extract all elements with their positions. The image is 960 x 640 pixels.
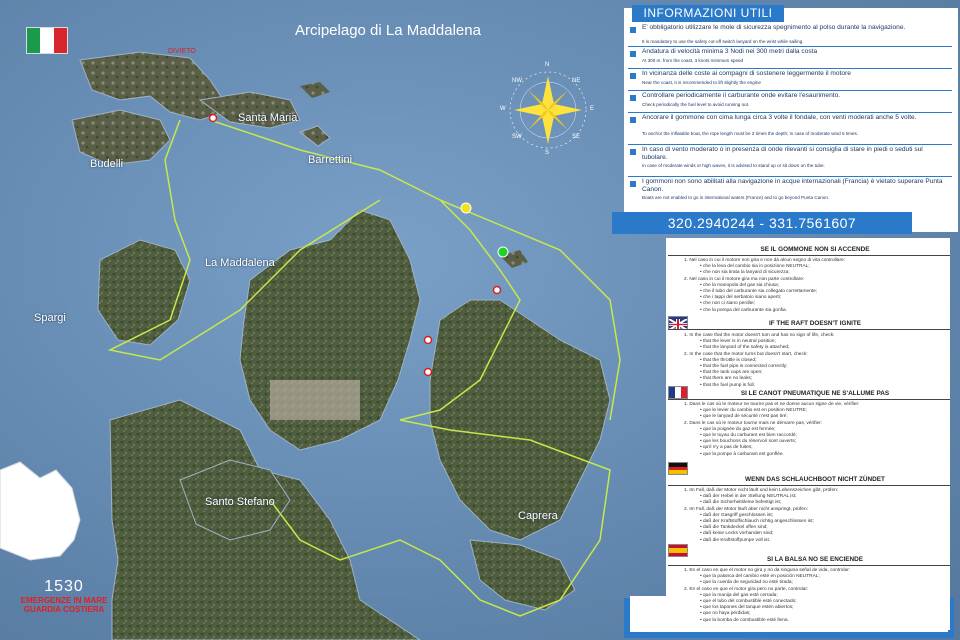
label-santa-maria: Santa Maria xyxy=(238,112,298,124)
no-entry-sign-2 xyxy=(425,337,432,344)
uk-flag-icon xyxy=(668,316,688,329)
help-item: • que la pompe à carburant est gonflée. xyxy=(700,451,784,457)
compass-nw: NW xyxy=(512,78,522,84)
help-item: • che la pompa del carburante sia gonfia. xyxy=(700,307,788,313)
info-row-it: In caso di vento moderato o in presenza di onde rilevanti si consiglia di stare in piedi o seduti sul tubolare. xyxy=(642,146,923,161)
town-area xyxy=(270,380,360,420)
help-item: • daß der Gasgriff geschlossen ist; xyxy=(700,512,774,518)
help-item: 2. En el caso en que el motor gira pero no parte, controlar: xyxy=(684,586,809,592)
info-row-en: At 300 m. from the coast, 3 knots minimum speed xyxy=(642,58,744,63)
help-item: • daß der Kraftstoffschlauch richtig angeschlossen ist; xyxy=(700,519,814,524)
help-item: 1. In the case that the motor doesn't turn and has no sign of life, check: xyxy=(684,333,835,338)
divider xyxy=(668,329,950,330)
help-item: • daß keine Lecks vorhanden sind; xyxy=(700,531,774,537)
bullet-icon xyxy=(630,73,636,79)
help-item: • que la bomba de combustible esté llena. xyxy=(700,617,789,623)
help-item: • che i tappi del serbatoio siano aperti; xyxy=(700,295,782,301)
help-item: 2. Nel caso in cui il motore gira ma non parte controllare: xyxy=(684,276,805,282)
bullet-icon xyxy=(630,117,636,123)
help-item: 1. En el caso en que el motor no gira y no da ninguna señal de vida, controlar: xyxy=(684,568,851,573)
divider xyxy=(668,485,950,486)
info-row xyxy=(628,146,952,177)
help-item: • que le lanyard de sécurité n'est pas tiré; xyxy=(700,414,788,420)
help-item: • que el tubo del combustible esté conectado; xyxy=(700,599,797,604)
bullet-icon xyxy=(630,181,636,187)
help-item: • que le tuyau du carburant est bien raccordé; xyxy=(700,433,797,438)
help-item: • que los tapones del tanque estén abiertos; xyxy=(700,605,794,611)
label-budelli: Budelli xyxy=(90,158,124,170)
compass-sw: SW xyxy=(512,134,522,140)
info-row-en: Check periodically the fuel level to avoid running out. xyxy=(642,102,750,107)
help-item: 1. Nel caso in cui il motore non gira e non dà alcun segno di vita controllare: xyxy=(684,258,846,263)
help-item: 1. Im Fall, daß der Motor nicht läuft und kein Lebenszeichen gibt, prüfen: xyxy=(684,488,839,493)
info-row xyxy=(628,48,952,69)
divieto-label: DIVIETO xyxy=(168,48,196,55)
compass-n: N xyxy=(545,62,550,68)
info-row xyxy=(628,92,952,113)
germany-flag-icon xyxy=(668,462,688,475)
section-title-it: SE IL GOMMONE NON SI ACCENDE xyxy=(760,246,870,253)
help-item: • che la leva del cambio sia in posizione NEUTRAL; xyxy=(700,264,810,270)
bullet-icon xyxy=(630,149,636,155)
info-row-en: Boats are not enabled to go in international waters (France) and to go beyond Punta Canon. xyxy=(642,195,830,200)
divider xyxy=(668,565,950,566)
help-item: • che il tubo del carburante sia collegato correttamente; xyxy=(700,289,818,294)
help-item: • che non sia tirata la lanyard di sicurezza; xyxy=(700,270,790,276)
help-item: • que les bouchons du réservoir sont ouverts; xyxy=(700,439,797,445)
info-row-it: In vicinanza delle coste ai compagni di sostenere leggermente il motore xyxy=(642,70,851,77)
no-entry-sign-3 xyxy=(425,369,432,376)
info-row-it: I gommoni non sono abilitati alla navigazione in acque internazionali (Francia) è vietato superare Punta Canon. xyxy=(642,178,943,193)
info-row-en: Near the coast, it is recommended to lift slightly the engine xyxy=(642,80,761,85)
help-item: • that the tank caps are open; xyxy=(700,370,763,376)
label-caprera: Caprera xyxy=(518,510,558,522)
italy-flag xyxy=(26,27,68,54)
info-row-en: It is mandatory to use the safety cut-off switch lanyard on the wrist while sailing. xyxy=(642,39,804,44)
help-item: • que la palanca del cambio esté en posición NEUTRAL; xyxy=(700,574,820,580)
help-item: 2. Dans le cas où le moteur tourne mais ne démarre pas, vérifier: xyxy=(684,420,823,426)
compass-w: W xyxy=(500,106,506,112)
bullet-icon xyxy=(630,95,636,101)
help-item: • that the throttle is closed; xyxy=(700,357,757,363)
label-santo-stefano: Santo Stefano xyxy=(205,496,275,508)
info-row-it: Controllare periodicamente il carburante onde evitare l'esaurimento. xyxy=(642,92,841,99)
help-item: 2. In the case that the motor turns but doesn't start, check: xyxy=(684,351,808,357)
info-row xyxy=(628,70,952,91)
yellow-marker xyxy=(461,203,471,213)
help-item: • qu'il n'y a pas de fuites; xyxy=(700,445,753,451)
help-item: • que la cuerda de seguridad no esté tirada; xyxy=(700,580,793,586)
help-item: • daß die Kraftstoffpumpe voll ist. xyxy=(700,537,771,543)
label-barrettini: Barrettini xyxy=(308,154,353,166)
section-title-es: SI LA BALSA NO SE ENCIENDE xyxy=(766,556,864,563)
help-item: • que le levier du cambio est en position NEUTRE; xyxy=(700,408,807,414)
no-entry-sign-4 xyxy=(210,115,217,122)
help-item: • que no haya pérdidas; xyxy=(700,611,751,617)
help-item: • that the lanyard of the safety is attached; xyxy=(700,345,790,351)
divider xyxy=(668,399,950,400)
help-item: • that the fuel pump is full. xyxy=(700,382,756,388)
section-title-de: WENN DAS SCHLAUCHBOOT NICHT ZÜNDET xyxy=(745,476,885,483)
info-row xyxy=(628,24,952,47)
help-item: • daß der Hebel in der Stellung NEUTRAL ist; xyxy=(700,494,797,500)
section-title-en: IF THE RAFT DOESN'T IGNITE xyxy=(768,320,862,327)
phone-numbers: 320.2940244 - 331.7561607 xyxy=(612,212,912,234)
info-header: INFORMAZIONI UTILI xyxy=(632,5,784,22)
bullet-icon xyxy=(630,27,636,33)
label-la-maddalena: La Maddalena xyxy=(205,257,275,269)
section-title-fr: SI LE CANOT PNEUMATIQUE NE S'ALLUME PAS xyxy=(740,390,890,397)
info-row-en: To anchor the inflatable boat, the rope length must be 3 times the depth; in case of moderate wind 5 times. xyxy=(642,131,859,136)
map-title: Arcipelago di La Maddalena xyxy=(295,22,481,39)
help-item: • che non ci siano perdite; xyxy=(700,301,756,307)
info-row xyxy=(628,114,952,145)
info-row-it: Andatura di velocità minima 3 Nodi nei 300 metri dalla costa xyxy=(642,48,818,55)
bullet-icon xyxy=(630,51,636,57)
green-marker xyxy=(498,247,508,257)
info-row-it: E' obbligatorio utilizzare le mole di sicurezza spegnimento al polso durante la navigazione. xyxy=(642,24,906,31)
help-item: • che la manopola del gas sia chiusa; xyxy=(700,282,780,288)
help-item: • that the lever is in neutral position; xyxy=(700,339,776,345)
compass-s: S xyxy=(545,150,550,156)
info-row xyxy=(628,178,952,208)
emergency-line-1: EMERGENZE IN MARE xyxy=(20,596,108,605)
emergency-line-2: GUARDIA COSTIERA xyxy=(23,605,105,614)
compass-se: SE xyxy=(572,134,581,140)
france-flag-icon xyxy=(668,386,688,399)
emergency-box xyxy=(12,578,116,614)
compass-e: E xyxy=(590,106,595,112)
compass-ne: NE xyxy=(572,78,581,84)
help-item: • daß die Tankdeckel offen sind; xyxy=(700,525,768,531)
help-item: • that the fuel pipe is connected correctly; xyxy=(700,364,788,369)
help-item: • that there are no leaks; xyxy=(700,376,753,382)
divider xyxy=(668,255,950,256)
info-row-en: In case of moderate winds or high waves, it is advised to stand up or sit down on the tube. xyxy=(642,163,825,168)
no-entry-sign-1 xyxy=(494,287,501,294)
help-item: 1. Dans le cas où le moteur ne tourne pas et ne donne aucun signe de vie, vérifier: xyxy=(684,402,860,407)
help-item: • que la poignée du gaz est fermée; xyxy=(700,426,776,432)
info-row-it: Ancorare il gommone con cima lunga circa 3 volte il fondale, con venti moderati anche 5 volte. xyxy=(642,114,917,121)
help-item: • que la manija del gas esté cerrada; xyxy=(700,592,778,598)
label-spargi: Spargi xyxy=(34,312,66,324)
spain-flag-icon xyxy=(668,544,688,557)
emergency-number: 1530 xyxy=(44,578,84,595)
help-item: • daß die Sicherheitsleine befestigt ist; xyxy=(700,500,782,506)
help-item: 2. Im Fall, daß der Motor läuft aber nicht anspringt, prüfen: xyxy=(684,506,808,512)
